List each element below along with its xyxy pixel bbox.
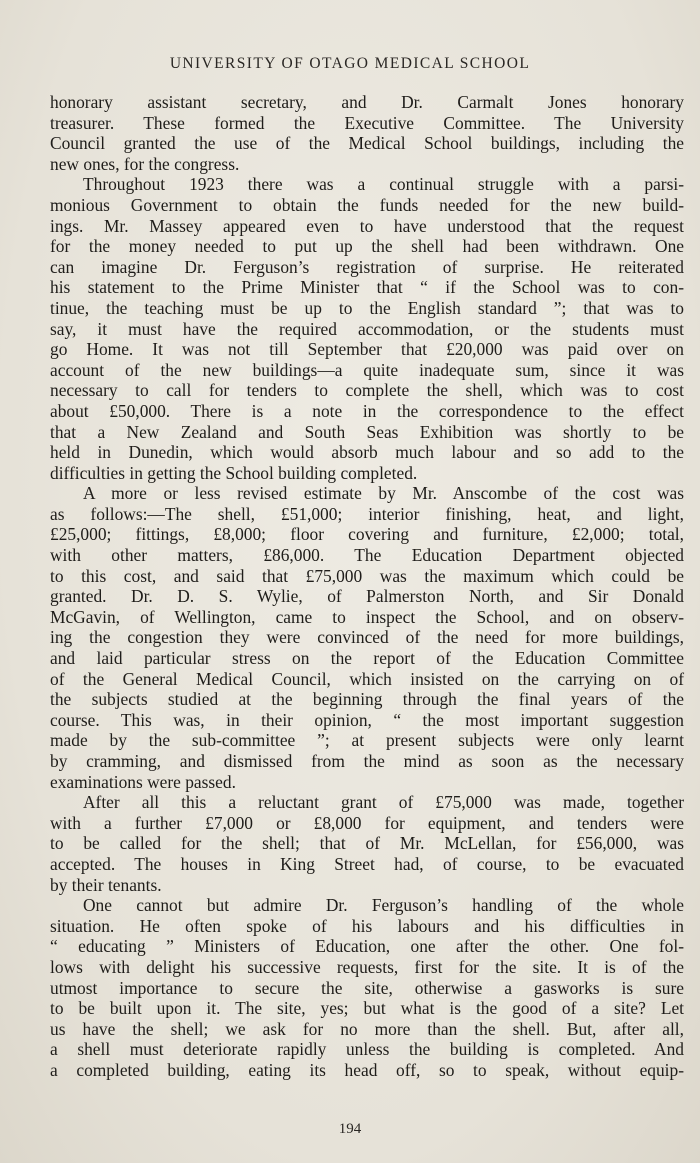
text-line: and laid particular stress on the report of the Education Committee [50,648,684,669]
text-line: new ones, for the congress. [50,153,240,174]
page-number: 194 [338,1121,362,1137]
text-line: that a New Zealand and South Seas Exhibition was shortly to be [50,421,684,442]
text-line: a completed building, eating its head off, so to speak, without equip- [50,1059,684,1080]
text-line: say, it must have the required accommodation, or the students must [50,318,684,339]
text-line: account of the new buildings—a quite inadequate sum, since it was [50,359,684,380]
text-line: a shell must deteriorate rapidly unless the building is completed. And [50,1039,684,1060]
text-line: by their tenants. [50,874,162,895]
text-line: utmost importance to secure the site, otherwise a gasworks is sure [50,977,684,998]
text-line: to this cost, and said that £75,000 was the maximum which could be [50,565,684,586]
text-line: held in Dunedin, which would absorb much labour and so add to the [50,442,684,463]
text-line: Throughout 1923 there was a continual struggle with a parsi- [83,174,684,195]
text-line: granted. Dr. D. S. Wylie, of Palmerston North, and Sir Donald [50,586,684,607]
text-line: about £50,000. There is a note in the correspondence to the effect [50,400,684,421]
text-line: his statement to the Prime Minister that “ if the School was to con- [50,277,684,298]
text-line: with a further £7,000 or £8,000 for equipment, and tenders were [50,812,684,833]
text-line: to be called for the shell; that of Mr. McLellan, for £56,000, was [50,833,684,854]
text-line: by cramming, and dismissed from the mind as soon as the necessary [50,751,684,771]
text-line: us have the shell; we ask for no more than the shell. But, after all, [50,1018,684,1039]
text-line: Council granted the use of the Medical School buildings, including the [50,133,684,154]
body-text [50,92,684,1081]
text-line: difficulties in getting the School building completed. [50,462,418,483]
text-line: ings. Mr. Massey appeared even to have understood that the request [50,215,684,236]
running-header: UNIVERSITY OF OTAGO MEDICAL SCHOOL [169,55,531,72]
text-line: to be built upon it. The site, yes; but what is the good of a site? Let [50,998,684,1019]
text-line: of the General Medical Council, which insisted on the carrying on of [50,668,684,689]
text-line: situation. He often spoke of his labours and his difficulties in [50,915,684,936]
text-line: course. This was, in their opinion, “ the most important suggestion [50,709,684,730]
text-line: monious Government to obtain the funds needed for the new build- [50,194,684,215]
text-line: made by the sub-committee ”; at present subjects were only learnt [50,730,684,751]
text-line: treasurer. These formed the Executive Committee. The University [50,112,684,133]
text-line: One cannot but admire Dr. Ferguson’s handling of the whole [83,895,684,916]
text-line: McGavin, of Wellington, came to inspect the School, and on observ- [50,606,684,627]
text-line: the subjects studied at the beginning through the final years of the [50,689,684,710]
text-line: for the money needed to put up the shell had been withdrawn. One [50,236,684,257]
text-line: After all this a reluctant grant of £75,000 was made, together [83,792,684,813]
text-line: accepted. The houses in King Street had, of course, to be evacuated [50,853,684,874]
text-line: lows with delight his successive requests, first for the site. It is of the [50,956,684,977]
text-line: ing the congestion they were convinced of the need for more buildings, [50,627,684,648]
text-line: honorary assistant secretary, and Dr. Carmalt Jones honorary [50,92,684,112]
text-line: with other matters, £86,000. The Education Department objected [50,545,684,566]
text-line: £25,000; fittings, £8,000; floor covering and furniture, £2,000; total, [50,524,684,545]
text-line: can imagine Dr. Ferguson’s registration of surprise. He reiterated [50,256,684,277]
text-line: as follows:—The shell, £51,000; interior finishing, heat, and light, [50,503,684,524]
text-line: tinue, the teaching must be up to the English standard ”; that was to [50,297,684,318]
text-line: A more or less revised estimate by Mr. Anscombe of the cost was [83,483,684,504]
text-line: go Home. It was not till September that £20,000 was paid over on [50,339,684,360]
text-line: necessary to call for tenders to complete the shell, which was to cost [50,380,684,401]
text-line: “ educating ” Ministers of Education, one after the other. One fol- [50,936,684,957]
text-line: examinations were passed. [50,771,236,792]
